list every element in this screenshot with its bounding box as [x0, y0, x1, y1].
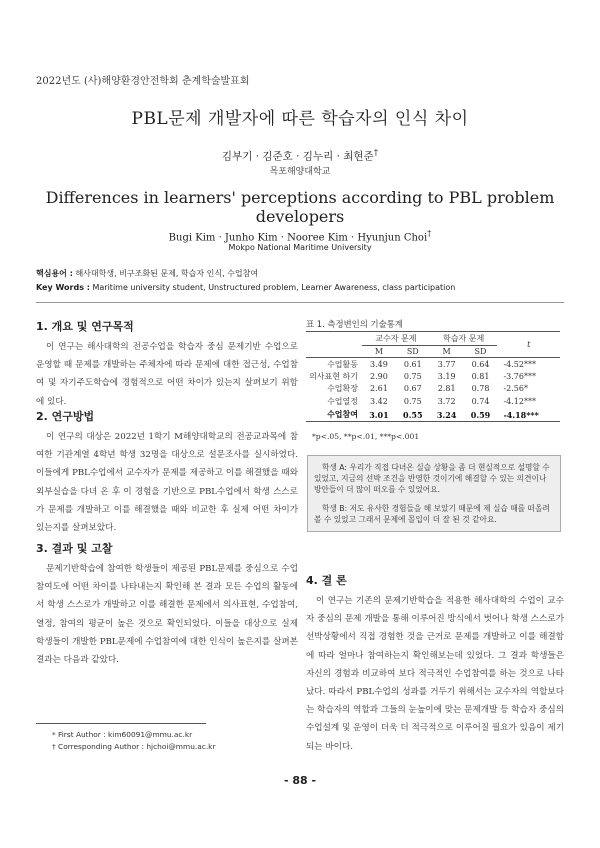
- conference-header: 2022년도 (사)해양환경안전학회 춘계학술발표회: [36, 76, 250, 87]
- section-title: 4. 결 론: [306, 574, 347, 587]
- table-row: [306, 358, 560, 372]
- section-body: 이 연구는 해사대학의 전공수업을 학습자 중심 문제기반 수업으로 운영할 때 문제를 개발하는 주체자에 따라 문제에 대한 접근성, 수업참여 및 자기주도학습에 경험적으로 어떤 차이가 있는지 살펴보기 위함에 있다.: [36, 342, 298, 407]
- table-caption: 표 1. 측정변인의 기술통계: [306, 319, 403, 329]
- cell-b-m: 2.81: [437, 384, 456, 393]
- row-label: 수업참여: [327, 409, 358, 419]
- cell-t: -4.18***: [503, 409, 539, 420]
- row-label: 수업확장: [327, 384, 358, 393]
- student-quotes-box: [307, 455, 561, 532]
- row-label: 수업열정: [327, 397, 358, 406]
- section-title: 1. 개요 및 연구목적: [36, 320, 134, 333]
- cell-a-m: 2.61: [370, 384, 388, 393]
- keywords-korean: [36, 268, 258, 279]
- section-body: 이 연구의 대상은 2022년 1학기 M해양대학교의 전공교과목에 참여한 기관계열 4학년 학생 32명을 대상으로 설문조사를 실시하였다. 이들에게 PBL수업에서 교수자가 문제를 제공하고 이를 해결했을 때와 외부실습을 다녀 온 후 이 경험을 기반으로 PBL수업에서 학생 스스로가 문제를 개발하고 이를 해결했을 때와 비교한 후 실제 어떤 차이가 있는지를 살펴보았다.: [36, 432, 298, 534]
- header-divider: [36, 302, 564, 303]
- title-korean: PBL문제 개발자에 따른 학습자의 인식 차이: [131, 109, 469, 129]
- authors-english: [0, 228, 600, 243]
- section-body: 이 연구는 기존의 문제기반학습을 적용한 해사대학의 수업이 교수자 중심의 문제 개발을 통해 이루어진 방식에서 벗어나 학생 스스로가 선박상황에서 직접 경험한 것을 근거로 문제를 개발하고 이를 해결함에 따라 얼마나 참여하는지 확인해보는데 있었다. 그 결과 학생들은 자신의 경험과 비교하여 보다 적극적인 수업참여를 하는 것으로 나타났다. 따라서 PBL수업의 성과를 거두기 위해서는 교수자의 역할보다는 학습자의 역할과 그들의 눈높이에 맞는 문제개발 등 학습자 중심의 수업설계 및 운영이 더욱 더 적극적으로 이루어질 필요가 있음이 제기되는 바이다.: [306, 596, 564, 752]
- cell-b-m: 3.72: [437, 397, 456, 406]
- row-label: 수업활동: [327, 360, 358, 369]
- table-note: *p<.05, **p<.01, ***p<.001: [312, 432, 420, 441]
- page-number: - 88 -: [283, 774, 317, 787]
- quote-student-a: 학생 A: 우리가 직접 다녀온 실습 상황을 좀 더 현실적으로 설명할 수 있었고, 지금의 선박 조건을 반영한 것이기에 해결할 수 있는 의견이나 방안들이 더 많이 떠오를 수 있었어요.: [314, 463, 550, 494]
- affiliation-korean: 목포해양대학교: [269, 167, 331, 177]
- keywords-korean-text: 해사대학생, 비구조화된 문제, 학습자 인식, 수업참여: [75, 269, 259, 278]
- keywords-english-text: Maritime university student, Unstructured problem, Learner Awareness, class participation: [92, 283, 456, 292]
- cell-b-m: 3.19: [437, 372, 456, 381]
- cell-b-m: 3.24: [436, 409, 457, 420]
- authors-korean: [0, 148, 600, 164]
- cell-a-m: 2.90: [370, 372, 388, 381]
- cell-t: -4.12***: [503, 397, 536, 406]
- table-header-row: [306, 332, 560, 346]
- cell-b-sd: 0.81: [471, 372, 490, 381]
- title-english: Differences in learners' perceptions according to PBL problem developers: [45, 188, 555, 226]
- keywords-english-label: Key Words :: [36, 283, 90, 292]
- cell-b-m: 3.77: [437, 360, 456, 369]
- footnote-divider: [36, 723, 206, 724]
- cell-a-sd: 0.75: [403, 372, 422, 381]
- footnote-first-author: * First Author : kim60091@mmu.ac.kr: [52, 730, 193, 739]
- quote-student-b: 학생 B: 저도 유사한 경험들을 해 보았기 때문에 제 실습 때를 떠올려 볼 수 있었고 그래서 문제에 몰입이 더 잘 된 것 같아요.: [314, 504, 550, 524]
- cell-a-sd: 0.61: [403, 360, 422, 369]
- keywords-english: [36, 283, 455, 292]
- cell-b-sd: 0.59: [470, 409, 491, 420]
- corresponding-mark-ko: †: [373, 148, 379, 158]
- group-a-header: 교수자 문제: [362, 332, 430, 346]
- corresponding-mark-en: †: [427, 228, 432, 238]
- section-conclusion: [306, 572, 564, 756]
- cell-a-sd: 0.55: [403, 409, 423, 420]
- section-methods: [36, 408, 298, 537]
- col-sd-a: SD: [396, 346, 430, 358]
- keywords-korean-label: 핵심용어 :: [36, 269, 73, 278]
- authors-korean-names: 김부기 · 김준호 · 김누리 · 최현준: [221, 150, 374, 163]
- section-title: 2. 연구방법: [36, 410, 95, 423]
- table-row: [306, 395, 560, 408]
- footnote-corresponding-author: † Corresponding Author : hjchoi@mmu.ac.kr: [52, 742, 216, 751]
- cell-b-sd: 0.74: [471, 397, 490, 406]
- section-overview: [36, 318, 298, 411]
- col-sd-b: SD: [464, 346, 498, 358]
- cell-a-m: 3.49: [370, 360, 388, 369]
- affiliation-english: Mokpo National Maritime University: [228, 243, 372, 252]
- cell-a-sd: 0.75: [403, 397, 422, 406]
- cell-t: -2.56*: [503, 384, 528, 393]
- col-m-b: M: [430, 346, 464, 358]
- col-m-a: M: [362, 346, 396, 358]
- table-row: [306, 408, 560, 422]
- cell-t: -4.52***: [503, 360, 536, 369]
- cell-b-sd: 0.78: [471, 384, 490, 393]
- cell-a-m: 3.42: [370, 397, 388, 406]
- cell-a-sd: 0.67: [403, 384, 422, 393]
- section-title: 3. 결과 및 고찰: [36, 542, 113, 555]
- table-corner: [306, 332, 362, 358]
- cell-t: -3.76***: [503, 372, 536, 381]
- cell-a-m: 3.01: [369, 409, 389, 420]
- section-body: 문제기반학습에 참여한 학생들이 제공된 PBL문제를 중심으로 수업참여도에 어떤 차이를 나타내는지 확인해 본 결과 모든 수업의 활동에서 학생 스스로가 개발하고 이를 해결한 문제에서 의사표현, 수업참여, 열정, 참여의 평균이 높은 것으로 확인되었다. 이들을 대상으로 실제 학생들이 개발한 PBL문제에 수업참여에 대한 인식이 높은지를 살펴본 결과는 다음과 같았다.: [36, 564, 298, 666]
- table-row: [306, 382, 560, 395]
- row-label: 의사표현 하기: [309, 372, 358, 381]
- authors-english-names: Bugi Kim · Junho Kim · Nooree Kim · Hyunjun Choi: [168, 232, 428, 244]
- table-row: [306, 371, 560, 382]
- section-results: [36, 540, 298, 669]
- group-b-header: 학습자 문제: [430, 332, 498, 346]
- cell-b-sd: 0.64: [471, 360, 490, 369]
- t-header: t: [497, 332, 560, 358]
- stats-table: [306, 331, 560, 422]
